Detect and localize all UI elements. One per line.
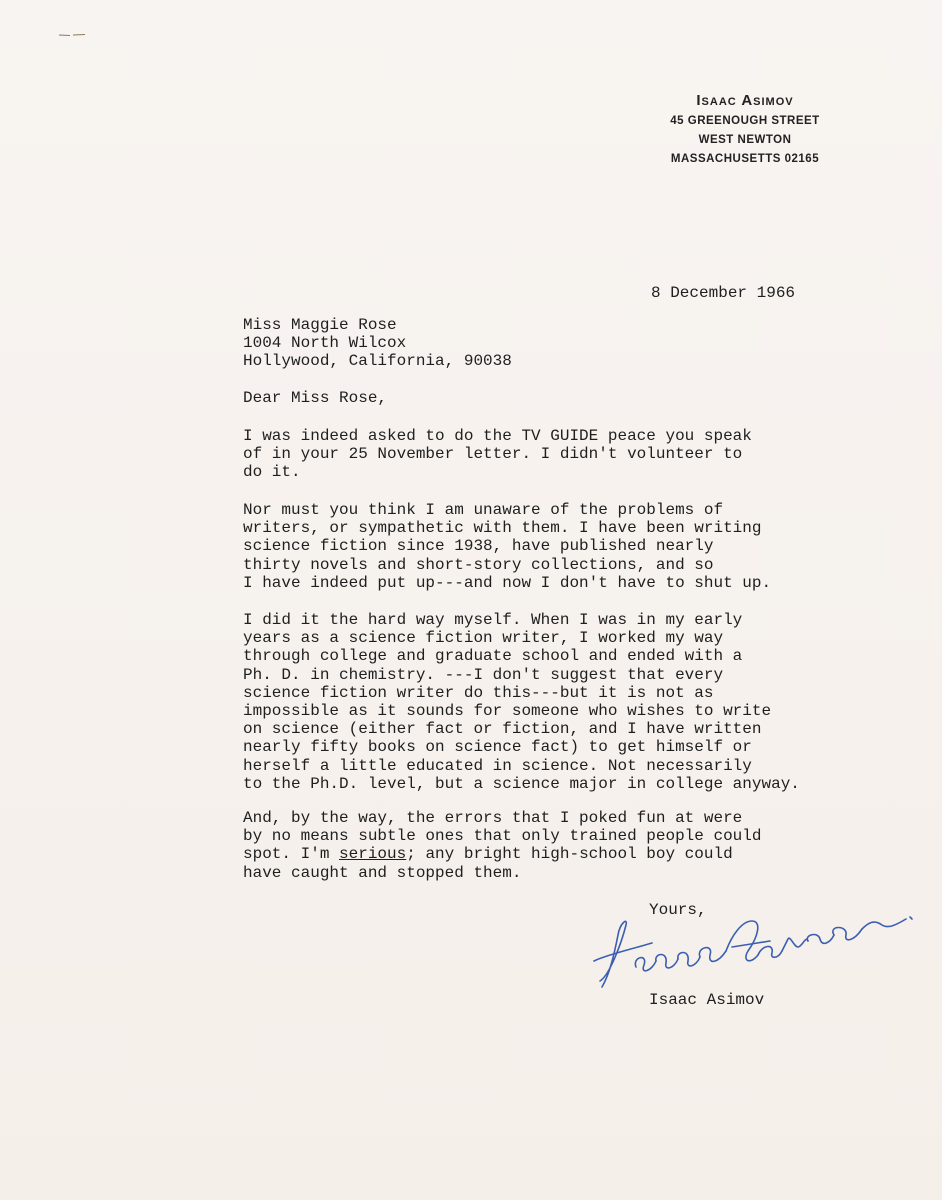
paragraph-line: through college and graduate school and ended with a xyxy=(243,647,743,666)
paragraph-line: impossible as it sounds for someone who wishes to write xyxy=(243,702,772,721)
paragraph-line: thirty novels and short-story collections, and so xyxy=(243,555,714,574)
paragraph-line: herself a little educated in science. Not necessarily xyxy=(243,756,752,775)
recipient-address xyxy=(243,316,512,371)
paragraph-line: Ph. D. in chemistry. ---I don't suggest that every xyxy=(243,665,724,684)
closing: Yours, xyxy=(649,901,707,919)
paragraph-line: nearly fifty books on science fact) to get himself or xyxy=(243,738,752,757)
paragraph-line: by no means subtle ones that only trained people could xyxy=(243,827,762,846)
paragraph-3 xyxy=(243,611,800,793)
recipient-street: 1004 North Wilcox xyxy=(243,334,407,353)
text-segment: spot. I'm xyxy=(243,845,340,864)
paragraph-line: writers, or sympathetic with them. I have been writing xyxy=(243,519,762,538)
letter-date: 8 December 1966 xyxy=(651,284,796,302)
letterhead-city: WEST NEWTON xyxy=(698,134,792,146)
paragraph-line: to the Ph.D. level, but a science major in college anyway. xyxy=(243,774,800,793)
paragraph-line: Nor must you think I am unaware of the problems of xyxy=(243,501,724,519)
signature-name: Isaac Asimov xyxy=(649,991,765,1009)
paragraph-line: I have indeed put up---and now I don't have to shut up. xyxy=(243,573,772,592)
paragraph-line: I did it the hard way myself. When I was in my early xyxy=(243,611,743,629)
letterhead xyxy=(655,92,835,169)
underlined-word: serious xyxy=(339,845,407,864)
paragraph-1 xyxy=(243,427,752,482)
paragraph-line: on science (either fact or fiction, and I have written xyxy=(243,720,762,739)
paragraph-4 xyxy=(243,809,761,882)
paragraph-line: of in your 25 November letter. I didn't volunteer to xyxy=(243,445,743,464)
paragraph-line: years as a science fiction writer, I worked my way xyxy=(243,629,724,648)
paragraph-line: science fiction writer do this---but it is not as xyxy=(243,683,714,702)
paragraph-line: And, by the way, the errors that I poked fun at were xyxy=(243,809,743,827)
stray-pencil-mark xyxy=(58,33,86,37)
recipient-name: Miss Maggie Rose xyxy=(243,316,397,334)
paragraph-line: do it. xyxy=(243,463,301,482)
paragraph-line: science fiction since 1938, have published nearly xyxy=(243,537,714,556)
letterhead-street: 45 GREENOUGH STREET xyxy=(670,115,820,127)
letterhead-name: Isaac Asimov xyxy=(696,92,794,109)
salutation: Dear Miss Rose, xyxy=(243,389,388,407)
paragraph-line xyxy=(243,845,761,863)
paragraph-line: I was indeed asked to do the TV GUIDE peace you speak xyxy=(243,427,752,445)
text-segment: ; any bright high-school boy could xyxy=(406,845,733,864)
paragraph-line: have caught and stopped them. xyxy=(243,863,522,882)
recipient-city: Hollywood, California, 90038 xyxy=(243,352,512,371)
letterhead-state-zip: MASSACHUSETTS 02165 xyxy=(670,153,820,165)
paragraph-2 xyxy=(243,501,771,592)
